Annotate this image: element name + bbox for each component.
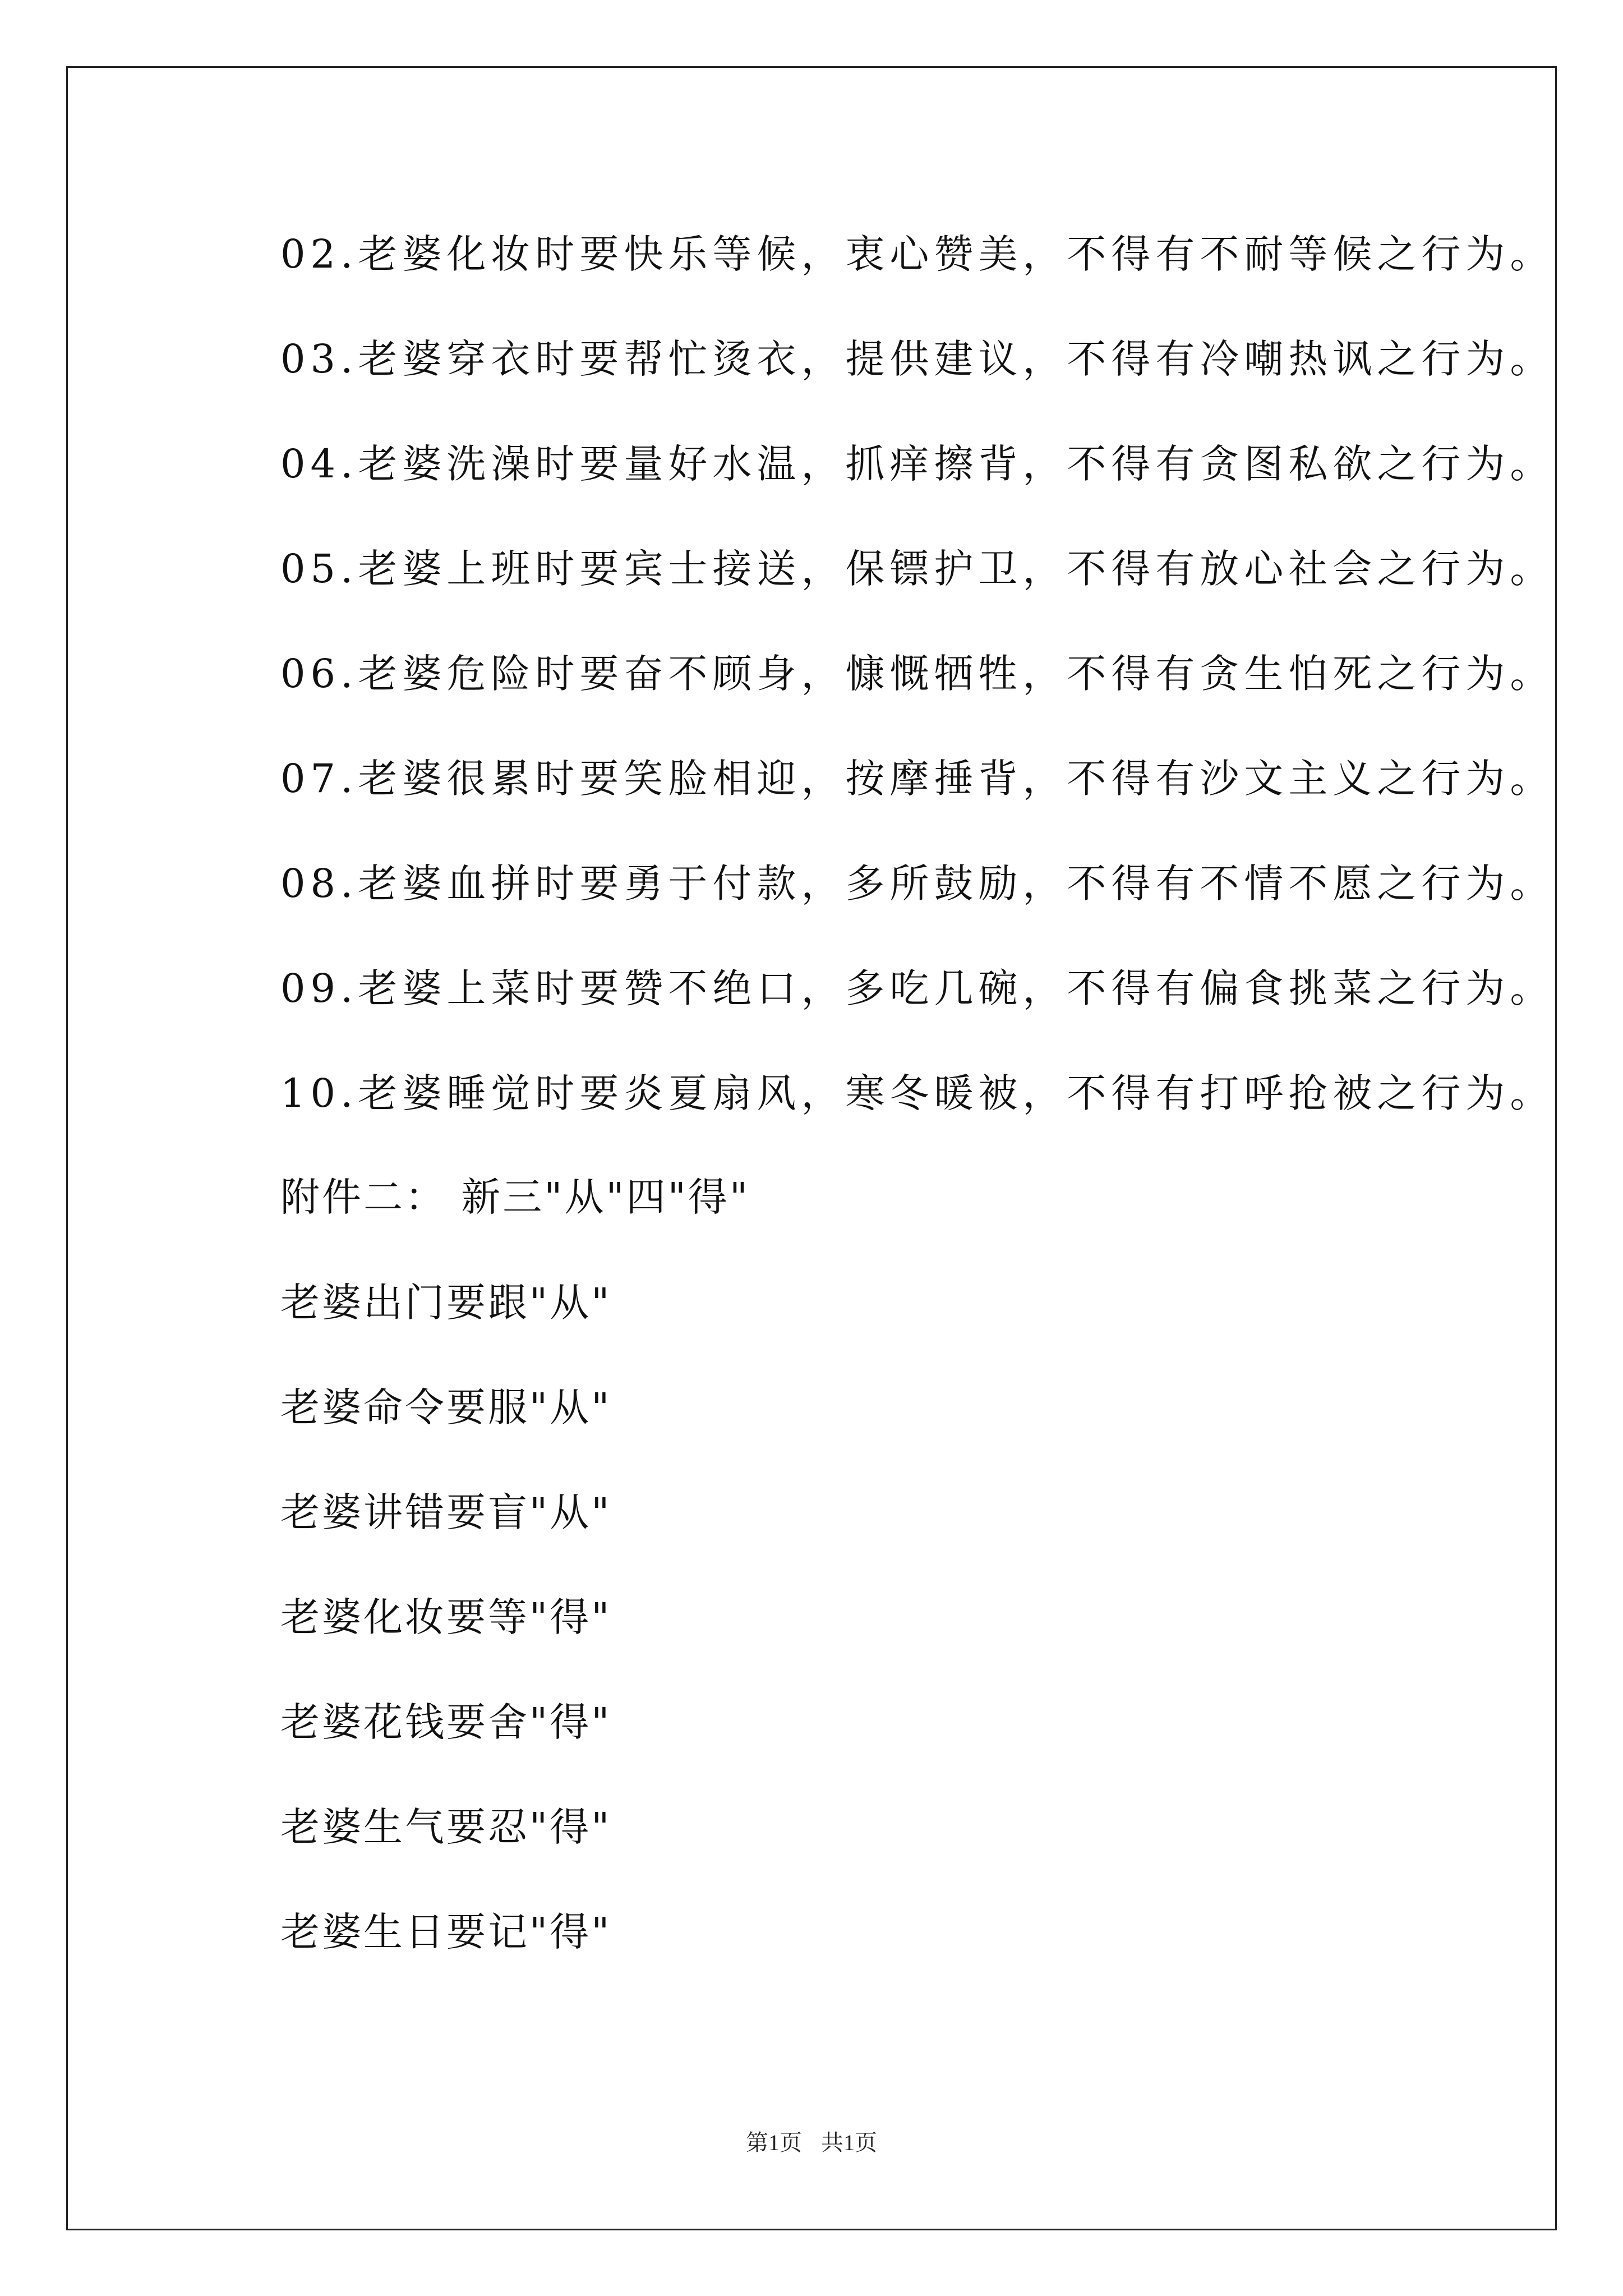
list-item: 老婆出门要跟"从" [280, 1280, 612, 1326]
list-item: 老婆生气要忍"得" [280, 1804, 612, 1850]
list-item: 老婆命令要服"从" [280, 1384, 612, 1430]
list-item: 老婆生日要记"得" [280, 1909, 612, 1955]
rule-line-02: 02.老婆化妆时要快乐等候，衷心赞美，不得有不耐等候之行为。 [280, 231, 1555, 277]
page-footer [0, 2125, 1623, 2157]
rule-line-10: 10.老婆睡觉时要炎夏扇风，寒冬暖被，不得有打呼抢被之行为。 [280, 1070, 1555, 1116]
rule-line-04: 04.老婆洗澡时要量好水温，抓痒擦背，不得有贪图私欲之行为。 [280, 441, 1555, 487]
document-body [280, 218, 1555, 2000]
list-item: 老婆讲错要盲"从" [280, 1489, 612, 1535]
page-total: 共1页 [821, 2130, 877, 2155]
rule-line-09: 09.老婆上菜时要赞不绝口，多吃几碗，不得有偏食挑菜之行为。 [280, 965, 1555, 1011]
appendix-heading: 附件二： 新三"从"四"得" [280, 1174, 750, 1220]
rule-line-08: 08.老婆血拼时要勇于付款，多所鼓励，不得有不情不愿之行为。 [280, 861, 1555, 907]
rule-line-05: 05.老婆上班时要宾士接送，保镖护卫，不得有放心社会之行为。 [280, 546, 1555, 592]
page-number: 第1页 [746, 2130, 802, 2155]
rule-line-07: 07.老婆很累时要笑脸相迎，按摩捶背，不得有沙文主义之行为。 [280, 756, 1555, 802]
list-item: 老婆花钱要舍"得" [280, 1699, 612, 1745]
rule-line-03: 03.老婆穿衣时要帮忙烫衣，提供建议，不得有冷嘲热讽之行为。 [280, 336, 1555, 382]
list-item: 老婆化妆要等"得" [280, 1594, 612, 1640]
rule-line-06: 06.老婆危险时要奋不顾身，慷慨牺牲，不得有贪生怕死之行为。 [280, 651, 1555, 697]
